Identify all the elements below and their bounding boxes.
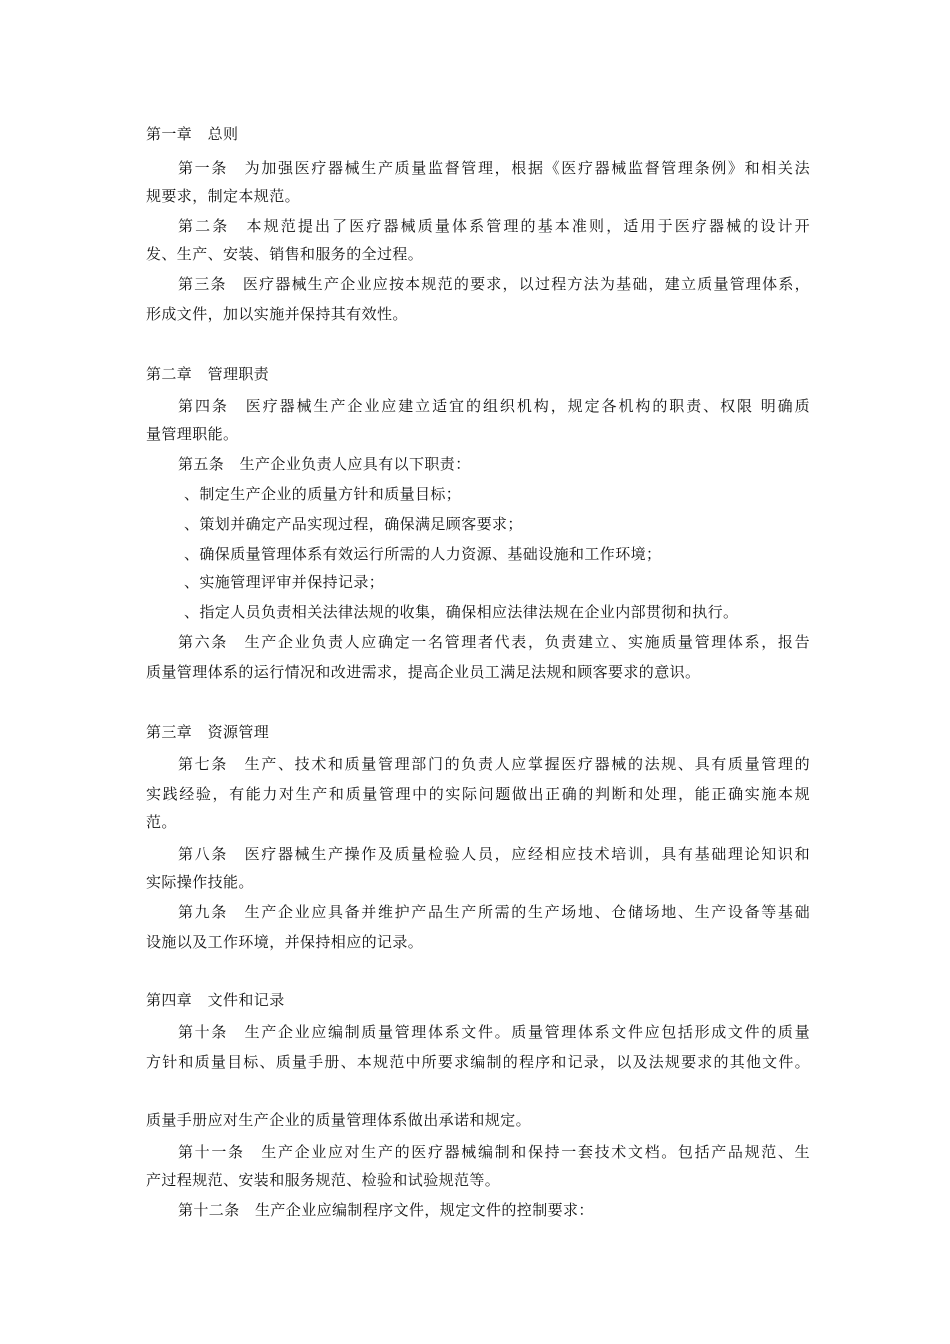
- duty-item-2: 、策划并确定产品实现过程，确保满足顾客要求；: [184, 515, 523, 533]
- article-10-line-3: 质量手册应对生产企业的质量管理体系做出承诺和规定。: [146, 1111, 532, 1129]
- article-9-line-2: 设施以及工作环境，并保持相应的记录。: [146, 933, 424, 951]
- article-2-line-1: 第二条 本规范提出了医疗器械质量体系管理的基本准则，适用于医疗器械的设计开: [178, 217, 810, 235]
- article-10-line-2: 方针和质量目标、质量手册、本规范中所要求编制的程序和记录，以及法规要求的其他文件。: [146, 1053, 810, 1071]
- duty-item-5: 、指定人员负责相关法律法规的收集，确保相应法律法规在企业内部贯彻和执行。: [184, 603, 739, 621]
- article-4-line-2: 量管理职能。: [146, 425, 239, 443]
- article-2-line-2: 发、生产、安装、销售和服务的全过程。: [146, 245, 424, 263]
- article-11-line-1: 第十一条 生产企业应对生产的医疗器械编制和保持一套技术文档。包括产品规范、生: [178, 1143, 810, 1161]
- article-6-line-2: 质量管理体系的运行情况和改进需求，提高企业员工满足法规和顾客要求的意识。: [146, 663, 701, 681]
- article-7-line-2: 实践经验，有能力对生产和质量管理中的实际问题做出正确的判断和处理，能正确实施本规: [146, 785, 810, 803]
- article-10-line-1: 第十条 生产企业应编制质量管理体系文件。质量管理体系文件应包括形成文件的质量: [178, 1023, 810, 1041]
- article-8-line-2: 实际操作技能。: [146, 873, 254, 891]
- chapter-3-heading: 第三章 资源管理: [146, 723, 270, 741]
- chapter-1-heading: 第一章 总则: [146, 125, 239, 143]
- article-12-line-1: 第十二条 生产企业应编制程序文件，规定文件的控制要求：: [178, 1201, 594, 1219]
- article-4-line-1: 第四条 医疗器械生产企业应建立适宜的组织机构，规定各机构的职责、权限 明确质: [178, 397, 810, 415]
- article-1-line-1: 第一条 为加强医疗器械生产质量监督管理，根据《医疗器械监督管理条例》和相关法: [178, 159, 810, 177]
- duty-item-1: 、制定生产企业的质量方针和质量目标；: [184, 485, 462, 503]
- article-6-line-1: 第六条 生产企业负责人应确定一名管理者代表，负责建立、实施质量管理体系，报告: [178, 633, 810, 651]
- article-5-line-1: 第五条 生产企业负责人应具有以下职责：: [178, 455, 471, 473]
- article-9-line-1: 第九条 生产企业应具备并维护产品生产所需的生产场地、仓储场地、生产设备等基础: [178, 903, 810, 921]
- article-8-line-1: 第八条 医疗器械生产操作及质量检验人员，应经相应技术培训，具有基础理论知识和: [178, 845, 810, 863]
- article-7-line-3: 范。: [146, 813, 177, 831]
- duty-item-3: 、确保质量管理体系有效运行所需的人力资源、基础设施和工作环境；: [184, 545, 662, 563]
- chapter-4-heading: 第四章 文件和记录: [146, 991, 285, 1009]
- article-11-line-2: 产过程规范、安装和服务规范、检验和试验规范等。: [146, 1171, 501, 1189]
- article-7-line-1: 第七条 生产、技术和质量管理部门的负责人应掌握医疗器械的法规、具有质量管理的: [178, 755, 810, 773]
- article-3-line-2: 形成文件，加以实施并保持其有效性。: [146, 305, 408, 323]
- chapter-2-heading: 第二章 管理职责: [146, 365, 270, 383]
- article-1-line-2: 规要求，制定本规范。: [146, 187, 301, 205]
- duty-item-4: 、实施管理评审并保持记录；: [184, 573, 385, 591]
- article-3-line-1: 第三条 医疗器械生产企业应按本规范的要求，以过程方法为基础，建立质量管理体系，: [178, 275, 810, 293]
